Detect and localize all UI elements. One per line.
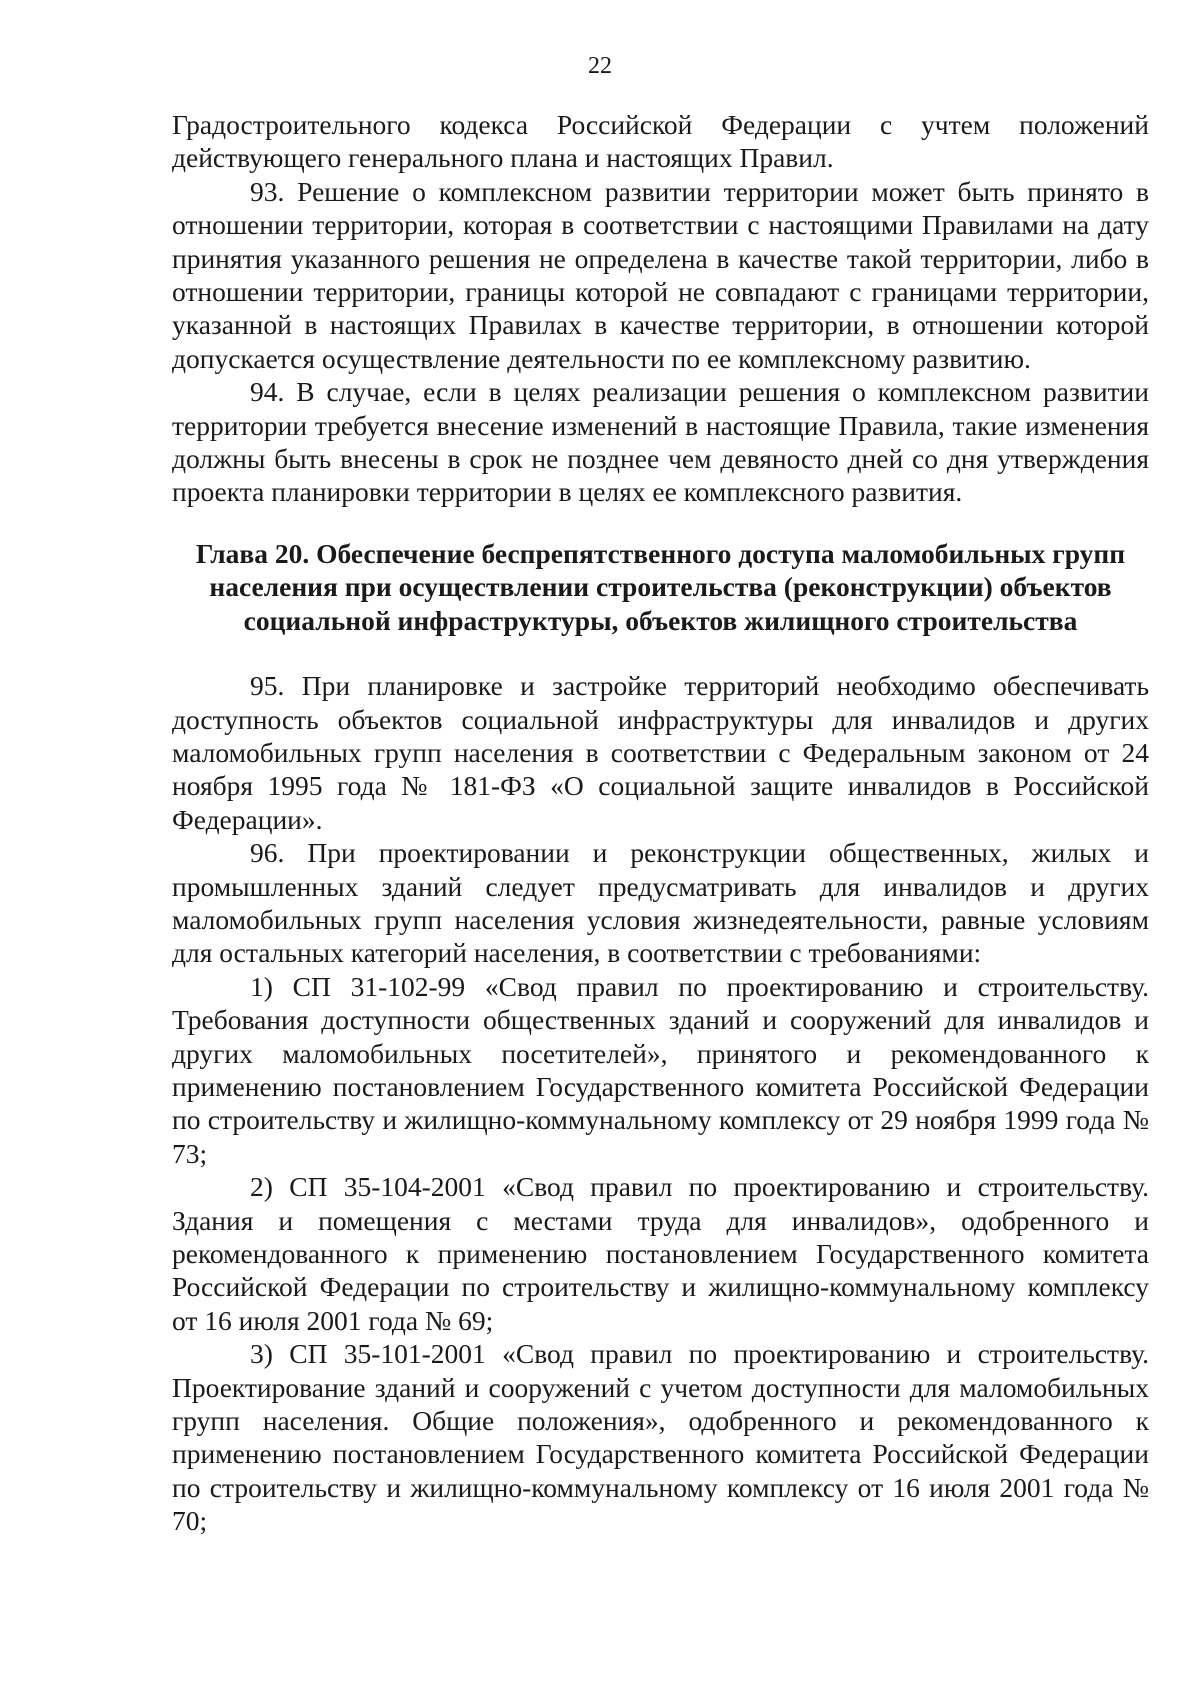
- list-item-1: 1) СП 31-102-99 «Свод правил по проектированию и строительству. Требования доступности общественных зданий и сооружений для инвалидов и других маломобильных посетителей», принятого и рекомендованного к применению постановлением Государственного комитета Российской Федерации по строительству и жилищно-коммунальному комплексу от 29 ноября 1999 года № 73;: [172, 970, 1149, 1169]
- paragraph-94: 94. В случае, если в целях реализации решения о комплексном развитии территории требуется внесение изменений в настоящие Правила, такие изменения должны быть внесены в срок не позднее чем девяносто дней со дня утверждения проекта планировки территории в целях ее комплексного развития.: [172, 376, 1149, 508]
- document-body: [172, 108, 1149, 1538]
- paragraph-93: 93. Решение о комплексном развитии территории может быть принято в отношении территории, которая в соответствии с настоящими Правилами на дату принятия указанного решения не определена в качестве такой территории, либо в отношении территории, границы которой не совпадают с границами территории, указанной в настоящих Правилах в качестве территории, в отношении которой допускается осуществление деятельности по ее комплексному развитию.: [172, 175, 1149, 374]
- page-number: 22: [588, 53, 612, 79]
- chapter-heading: Глава 20. Обеспечение беспрепятственного доступа маломобильных групп населения при осуществлении строительства (реконструкции) объектов социальной инфраструктуры, объектов жилищного строительства: [195, 537, 1126, 636]
- paragraph-continuation: Градостроительного кодекса Российской Федерации с учтем положений действующего генерального плана и настоящих Правил.: [172, 109, 1149, 174]
- paragraph-95: 95. При планировке и застройке территорий необходимо обеспечивать доступность объектов социальной инфраструктуры для инвалидов и других маломобильных групп населения в соответствии с Федеральным законом от 24 ноября 1995 года № 181-ФЗ «О социальной защите инвалидов в Российской Федерации».: [172, 670, 1149, 835]
- list-item-2: 2) СП 35-104-2001 «Свод правил по проектированию и строительству. Здания и помещения с местами труда для инвалидов», одобренного и рекомендованного к применению постановлением Государственного комитета Российской Федерации по строительству и жилищно-коммунальному комплексу от 16 июля 2001 года № 69;: [172, 1171, 1149, 1336]
- list-item-3: 3) СП 35-101-2001 «Свод правил по проектированию и строительству. Проектирование зданий и сооружений с учетом доступности для маломобильных групп населения. Общие положения», одобренного и рекомендованного к применению постановлением Государственного комитета Российской Федерации по строительству и жилищно-коммунальному комплексу от 16 июля 2001 года № 70;: [172, 1338, 1149, 1537]
- paragraph-96: 96. При проектировании и реконструкции общественных, жилых и промышленных зданий следует предусматривать для инвалидов и других маломобильных групп населения условия жизнедеятельности, равные условиям для остальных категорий населения, в соответствии с требованиями:: [172, 837, 1149, 969]
